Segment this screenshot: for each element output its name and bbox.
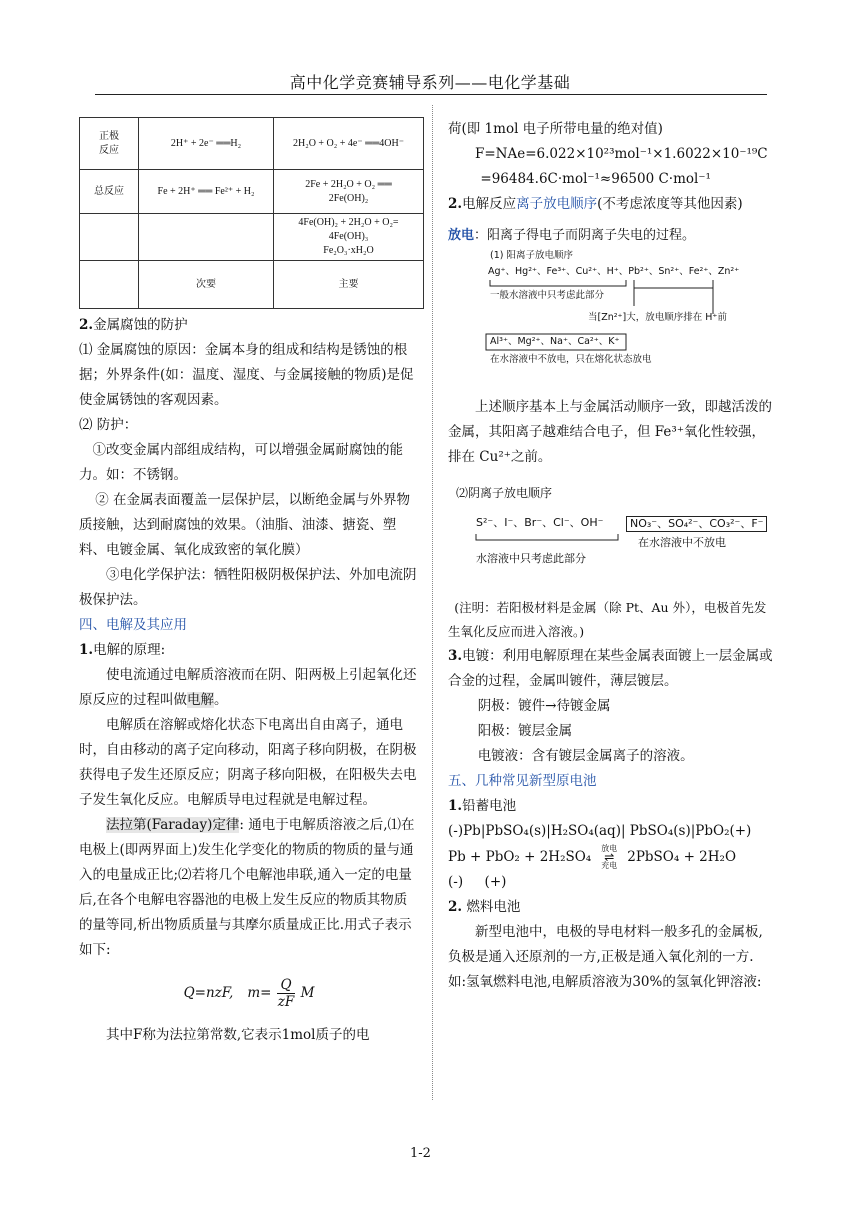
diagram-note: 在水溶液中不放电 (638, 536, 726, 549)
table-cell: Fe + 2H⁺ ══ Fe²⁺ + H₂ (139, 170, 274, 214)
text-run: 使电流通过电解质溶液而在阴、阳两极上引起氧化还原反应的过程叫做 (79, 667, 417, 708)
paragraph: ①改变金属内部组成结构，可以增强金属耐腐蚀的能力。如：不锈钢。 (79, 442, 403, 483)
section-title: 五、几种常见新型原电池 (448, 773, 597, 789)
subheading (79, 638, 419, 663)
table-row (80, 118, 424, 170)
formula-part: M (300, 984, 315, 1001)
arrow-label-bottom: 充电 (601, 861, 618, 870)
diagram-note: 当[Zn²⁺]大，放电顺序排在 H⁺前 (588, 312, 727, 323)
anion-list-nondischarge: NO₃⁻、SO₄²⁻、CO₃²⁻、F⁻ (626, 516, 767, 532)
table-cell: 主要 (274, 261, 424, 309)
discharge-definition (448, 223, 773, 248)
column-divider (432, 105, 433, 1100)
paragraph: 电镀液：含有镀层金属离子的溶液。 (477, 748, 694, 764)
formula-part: Q=nzF, (183, 984, 234, 1001)
anion-list: S²⁻、I⁻、Br⁻、Cl⁻、OH⁻ (476, 516, 604, 529)
link-text[interactable]: 离子放电顺序 (516, 196, 598, 212)
fraction-numerator: Q (277, 977, 294, 994)
paragraph: 电解质在溶解或熔化状态下电离出自由离子，通电时，自由移动的离子定向移动，阳离子移向阴极，在阴极获得电子发生还原反应；阴离子移向阳极，在阳极失去电子发生氧化反应。电解质导电过程就是电解过程。 (79, 717, 417, 808)
left-column (79, 117, 419, 1048)
note-paragraph: (注明：若阳极材料是金属（除 Pt、Au 外），电极首先发生氧化反应而进入溶液。) (448, 600, 767, 639)
text-run: 电解反应 (462, 196, 517, 212)
text-run: 铅蓄电池 (462, 798, 517, 814)
text-run: 电镀：利用电解原理在某些金属表面镀上一层金属或合金的过程，金属叫镀件，薄层镀层。 (448, 648, 773, 689)
equation-right: 2PbSO₄ + 2H₂O (627, 848, 737, 865)
heading-number: 2. (448, 196, 463, 212)
paragraph: 其中F称为法拉第常数,它表示1mol质子的电 (106, 1027, 370, 1043)
diagram-note: 在水溶液中不放电，只在熔化状态放电 (490, 354, 652, 365)
table-cell: 2H⁺ + 2e⁻ ══H₂ (139, 118, 274, 170)
paragraph: 荷(即 1mol 电子所带电量的绝对值) (448, 121, 663, 137)
heading-number: 2. (79, 317, 94, 333)
electrode-signs: (-) (+) (448, 874, 507, 890)
cation-list-nondischarge: Al³⁺、Mg²⁺、Na⁺、Ca²⁺、K⁺ (490, 336, 620, 347)
corrosion-table (79, 117, 424, 309)
paragraph (79, 663, 419, 713)
table-cell: 次要 (139, 261, 274, 309)
header-rule (95, 94, 767, 95)
heading-number: 3. (448, 648, 463, 664)
fraction-denominator: zF (277, 993, 295, 1010)
table-cell (80, 214, 139, 261)
page-header: 高中化学竞赛辅导系列——电化学基础 (289, 73, 571, 92)
heading-number: 1. (79, 642, 94, 658)
diagram-title: ⑵阴离子放电顺序 (456, 486, 553, 500)
diagram-title: (1) 阳离子放电顺序 (490, 250, 573, 261)
arrow-label-top: 放电 (601, 844, 618, 853)
table-cell: 正极 反应 (80, 118, 139, 170)
highlight-term: 电解 (187, 692, 214, 708)
paragraph: 如:氢氧燃料电池,电解质溶液为30%的氢氧化钾溶液: (448, 974, 762, 990)
text-run: 燃料电池 (462, 899, 521, 915)
table-cell (80, 261, 139, 309)
text-run: (不考虑浓度等其他因素) (597, 196, 743, 212)
subheading (448, 895, 773, 920)
table-row (80, 170, 424, 214)
discharge-label: 放电 (448, 228, 475, 243)
cation-list: Ag⁺、Hg²⁺、Fe³⁺、Cu²⁺、H⁺、Pb²⁺、Sn²⁺、Fe²⁺、Zn²⁺ (488, 266, 740, 277)
formula-line: F=NAe=6.022×10²³mol⁻¹×1.6022×10⁻¹⁹C (475, 146, 768, 162)
table-row (80, 214, 424, 261)
paragraph: ⑵ 防护： (79, 417, 138, 433)
paragraph: ⑴ 金属腐蚀的原因：金属本身的组成和结构是锈蚀的根据；外界条件(如：温度、湿度、与金属接触的物质)是促使金属锈蚀的客观因素。 (79, 342, 414, 408)
page-number: 1-2 (410, 1146, 431, 1161)
anion-order-diagram (448, 486, 768, 586)
table-cell: 2Fe + 2H₂O + O₂ ══ 2Fe(OH)₂ (274, 170, 424, 214)
formula-part: m= (247, 984, 272, 1001)
equation-left: Pb + PbO₂ + 2H₂SO₄ (448, 848, 592, 865)
arrow-icon: ⇌ (604, 850, 615, 864)
table-cell: 4Fe(OH)₂ + 2H₂O + O₂= 4Fe(OH)₃ Fe₂O₃·xH₂O (274, 214, 424, 261)
table-cell: 总反应 (80, 170, 139, 214)
paragraph: 上述顺序基本上与金属活动顺序一致，即越活泼的金属，其阳离子越难结合电子，但 Fe³⁺氧化性较强，排在 Cu²⁺之前。 (448, 399, 772, 465)
diagram-note: 水溶液中只考虑此部分 (476, 552, 586, 565)
right-column (448, 117, 773, 995)
paragraph: ③电化学保护法：牺牲阳极阴极保护法、外加电流阴极保护法。 (79, 567, 417, 608)
paragraph: 阳极：镀层金属 (477, 723, 573, 739)
cation-order-diagram (448, 248, 748, 373)
highlight-term: 法拉第(Faraday)定律 (106, 817, 240, 833)
table-cell: 2H₂O + O₂ + 4e⁻ ══4OH⁻ (274, 118, 424, 170)
heading-text: 金属腐蚀的防护 (93, 317, 188, 333)
section-title: 四、电解及其应用 (79, 617, 187, 633)
section-heading (79, 313, 419, 338)
table-row (80, 261, 424, 309)
table-cell (139, 214, 274, 261)
heading-number: 2. (448, 899, 463, 915)
paragraph (79, 813, 419, 963)
heading-text: 电解的原理: (93, 642, 166, 658)
text-run: 。 (214, 692, 228, 708)
faraday-formula (79, 971, 419, 1015)
paragraph: 阴极：镀件→待镀金属 (477, 698, 611, 714)
subheading (448, 192, 773, 217)
text-run: ：阳离子得电子而阴离子失电的过程。 (474, 228, 696, 243)
heading-number: 1. (448, 798, 463, 814)
subheading (448, 794, 773, 819)
reaction-equation (448, 844, 773, 870)
paragraph: 新型电池中，电极的导电材料一般多孔的金属板,负极是通入还原剂的一方,正极是通入氧化剂的一方. (448, 924, 763, 965)
reversible-arrow (601, 844, 617, 870)
formula-line: =96484.6C·mol⁻¹≈96500 C·mol⁻¹ (480, 171, 711, 187)
text-run: : 通电于电解质溶液之后,⑴在电极上(即两界面上)发生化学变化的物质的物质的量与通入的电量成正比;⑵若将几个电解池串联,通入一定的电量后,在各个电解电容器池的电极上发生反应的物质其物质的量等同,析出物质质量与其摩尔质量成正比.用式子表示如下: (79, 817, 415, 958)
subheading (448, 644, 773, 694)
fraction (277, 977, 294, 1010)
paragraph: ② 在金属表面覆盖一层保护层，以断绝金属与外界物质接触，达到耐腐蚀的效果。（油脂、油漆、搪瓷、塑料、电镀金属、氧化成致密的氧化膜） (79, 492, 410, 558)
cell-notation: (-)Pb|PbSO₄(s)|H₂SO₄(aq)| PbSO₄(s)|PbO₂(+) (448, 823, 752, 839)
diagram-note: 一般水溶液中只考虑此部分 (490, 290, 605, 301)
